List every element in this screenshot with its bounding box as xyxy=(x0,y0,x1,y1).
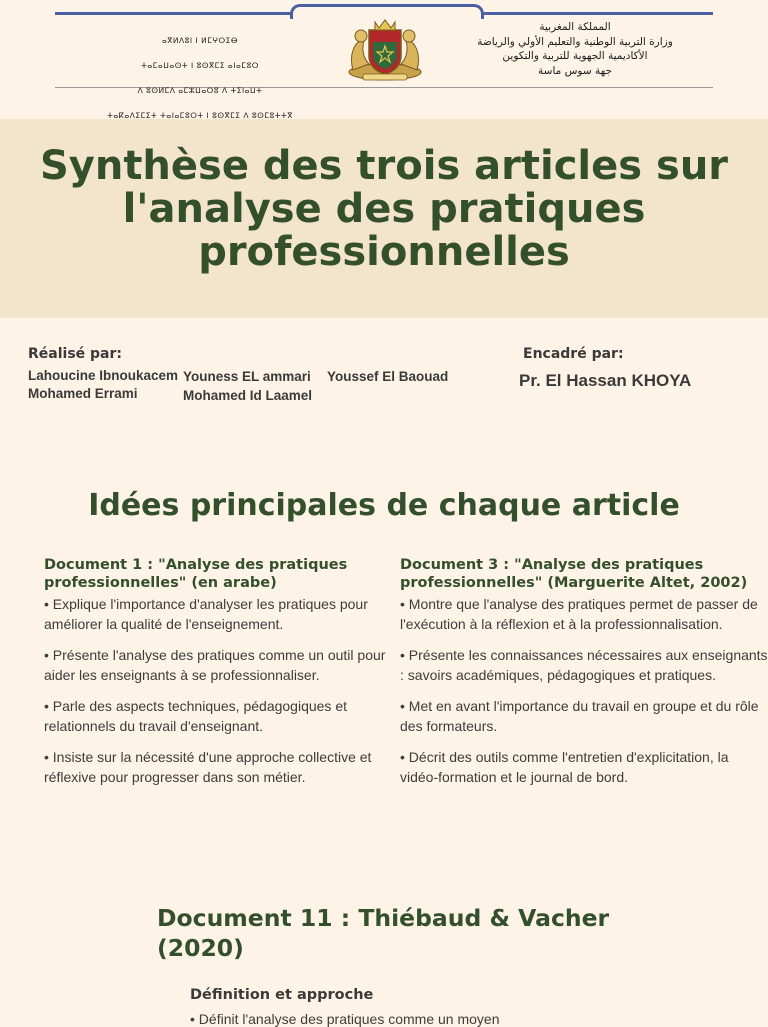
bullet-item: • Explique l'importance d'analyser les pratiques pour améliorer la qualité de l'enseignement. xyxy=(44,596,368,632)
tifinagh-line: ⴰⴳⵍⴷⵓⵏ ⵏ ⵍⵎⵖⵔⵉⴱ xyxy=(161,35,239,45)
document-title: Document 3 : "Analyse des pratiques professionnelles" (Marguerite Altet, 2002) xyxy=(400,557,748,591)
arabic-line: جهة سوس ماسة xyxy=(538,64,612,77)
bullet-item: • Présente les connaissances nécessaires aux enseignants : savoirs académiques, pédagogiques et pratiques. xyxy=(400,647,768,683)
student-name: Youness EL ammari xyxy=(183,369,311,384)
tifinagh-line: ⵜⴰⵎⴰⵡⴰⵙⵜ ⵏ ⵓⵙⴳⵎⵉ ⴰⵏⴰⵎⵓⵔ xyxy=(141,60,259,70)
document-11-subheading: Définition et approche xyxy=(190,987,374,1003)
bullet-item: • Parle des aspects techniques, pédagogiques et relationnels du travail d'enseignant. xyxy=(44,698,347,734)
bullet-item: • Présente l'analyse des pratiques comme un outil pour aider les enseignants à se professionnaliser. xyxy=(44,647,386,683)
arabic-line: وزارة التربية الوطنية والتعليم الأولي والرياضة xyxy=(477,35,673,48)
bullet-item: • Insiste sur la nécessité d'une approche collective et réflexive pour progresser dans son métier. xyxy=(44,749,372,785)
document-1-column xyxy=(44,556,404,785)
tifinagh-line: ⵜⴰⴽⴰⴷⵉⵎⵉⵜ ⵜⴰⵏⴰⵎⵓⵔⵜ ⵏ ⵓⵙⴳⵎⵉ ⴷ ⵓⵙⵎⵓⵜⵜⴳ xyxy=(107,110,293,120)
bullet-item: • Définit l'analyse des pratiques comme un moyen xyxy=(190,1011,500,1027)
page-title: Synthèse des trois articles sur l'analyse des pratiques professionnelles xyxy=(39,143,729,275)
document-bullets xyxy=(44,594,414,798)
arabic-line: الأكاديمية الجهوية للتربية والتكوين xyxy=(502,50,648,62)
moroccan-coat-of-arms-icon xyxy=(343,12,427,84)
arabic-line: المملكة المغربية xyxy=(539,21,611,33)
bullet-item: • Décrit des outils comme l'entretien d'explicitation, la vidéo-formation et le journal de bord. xyxy=(400,749,729,785)
supervisor-name: Pr. El Hassan KHOYA xyxy=(519,371,692,390)
student-name: Youssef El Baouad xyxy=(327,369,449,384)
student-name: Mohamed Errami xyxy=(28,386,138,401)
document-3-column xyxy=(400,556,768,785)
bullet-item: • Met en avant l'importance du travail en groupe et du rôle des formateurs. xyxy=(400,698,759,734)
document-title: Document 1 : "Analyse des pratiques professionnelles" (en arabe) xyxy=(44,557,348,591)
arabic-ministry-text xyxy=(460,20,690,78)
bullet-item: • Montre que l'analyse des pratiques permet de passer de l'exécution à la réflexion et à la professionnalisation. xyxy=(400,596,758,632)
student-name: Mohamed Id Laamel xyxy=(183,388,313,403)
document-bullets xyxy=(400,594,768,798)
encadre-label: Encadré par: xyxy=(523,346,624,362)
realise-label: Réalisé par: xyxy=(28,346,122,362)
section-title: Idées principales de chaque article xyxy=(88,488,680,523)
document-11-title: Document 11 : Thiébaud & Vacher (2020) xyxy=(157,904,610,962)
student-name: Lahoucine Ibnoukacem xyxy=(28,368,179,383)
tifinagh-line: ⴷ ⵓⵙⵍⵎⴷ ⴰⵎⵣⵡⴰⵔⵓ ⴷ ⵜⵉⵏⴰⵡⵜ xyxy=(137,85,263,95)
